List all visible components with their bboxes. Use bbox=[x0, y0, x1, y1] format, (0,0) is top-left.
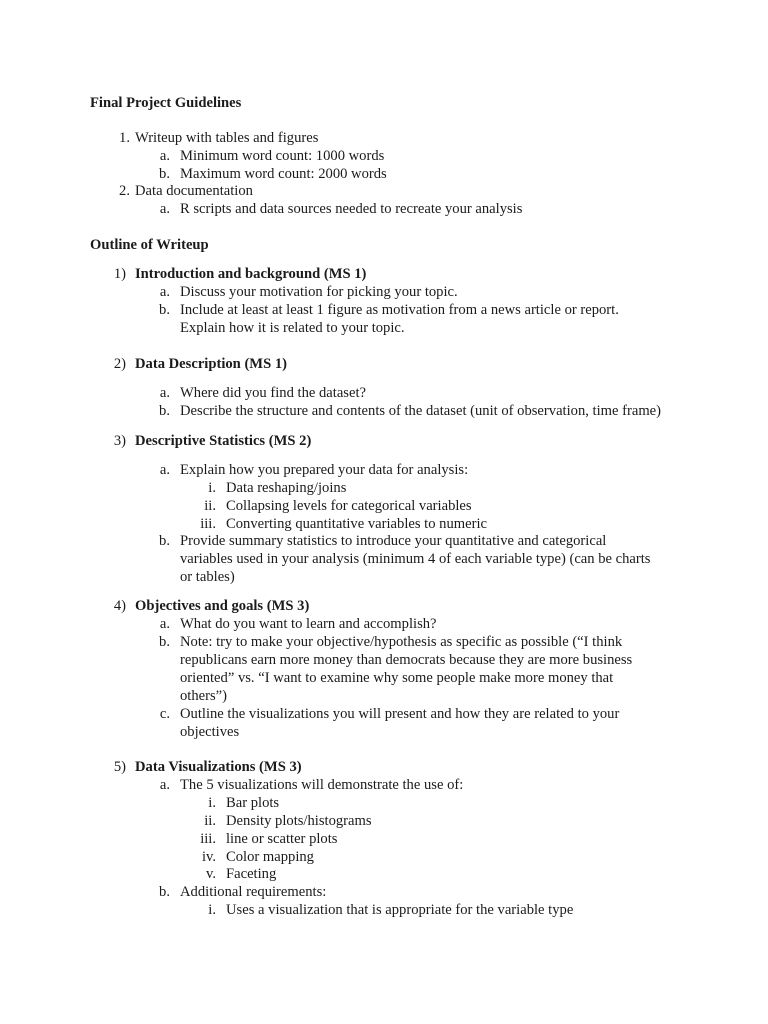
section-title: Descriptive Statistics (MS 2) bbox=[135, 433, 312, 449]
list-item: Bar plots bbox=[226, 795, 280, 811]
list-item: Additional requirements: bbox=[180, 884, 327, 900]
list-item-continued: Explain how it is related to your topic. bbox=[180, 320, 405, 336]
list-item: Explain how you prepared your data for analysis: bbox=[180, 462, 469, 478]
list-marker: b. bbox=[159, 403, 170, 419]
list-marker: b. bbox=[159, 634, 170, 650]
list-item: Collapsing levels for categorical variables bbox=[226, 498, 472, 514]
list-item: Outline the visualizations you will present and how they are related to your bbox=[180, 706, 620, 722]
list-marker: a. bbox=[159, 284, 170, 300]
list-marker: a. bbox=[159, 777, 170, 793]
list-item: Faceting bbox=[226, 866, 277, 882]
list-marker: b. bbox=[159, 166, 170, 182]
list-marker: a. bbox=[159, 616, 170, 632]
list-marker: a. bbox=[159, 462, 170, 478]
document-title: Final Project Guidelines bbox=[90, 95, 242, 111]
list-marker: iii. bbox=[200, 516, 216, 532]
list-marker: a. bbox=[159, 148, 170, 164]
list-item: Writeup with tables and figures bbox=[135, 130, 319, 146]
list-item: Maximum word count: 2000 words bbox=[180, 166, 387, 182]
list-item: Include at least at least 1 figure as motivation from a news article or report. bbox=[180, 302, 619, 318]
list-item-continued: oriented” vs. “I want to examine why some people make more money that bbox=[180, 670, 614, 686]
list-marker: a. bbox=[159, 201, 170, 217]
list-marker: ii. bbox=[204, 813, 216, 829]
list-item: Converting quantitative variables to numeric bbox=[226, 516, 487, 532]
section-title: Data Visualizations (MS 3) bbox=[135, 759, 302, 775]
section-number: 5) bbox=[113, 759, 126, 775]
section-title: Data Description (MS 1) bbox=[135, 356, 287, 372]
list-item: Note: try to make your objective/hypothesis as specific as possible (“I think bbox=[180, 634, 623, 650]
list-item: Color mapping bbox=[226, 849, 314, 865]
list-item: Provide summary statistics to introduce your quantitative and categorical bbox=[180, 533, 607, 549]
list-item: Density plots/histograms bbox=[226, 813, 372, 829]
list-marker: iv. bbox=[201, 849, 216, 865]
list-item: Discuss your motivation for picking your topic. bbox=[180, 284, 458, 300]
list-marker: a. bbox=[159, 385, 170, 401]
list-item-continued: or tables) bbox=[180, 569, 235, 585]
list-item: Data documentation bbox=[135, 183, 253, 199]
list-marker: i. bbox=[208, 795, 216, 811]
section-number: 2) bbox=[113, 356, 126, 372]
list-marker: 1. bbox=[119, 130, 130, 146]
list-item: Where did you find the dataset? bbox=[180, 385, 366, 401]
list-marker: v. bbox=[206, 866, 216, 882]
section-title: Objectives and goals (MS 3) bbox=[135, 598, 310, 614]
list-item-continued: objectives bbox=[180, 724, 240, 740]
list-marker: 2. bbox=[119, 183, 130, 199]
list-item: What do you want to learn and accomplish? bbox=[180, 616, 437, 632]
list-marker: i. bbox=[208, 902, 216, 918]
list-item-continued: others”) bbox=[180, 688, 228, 704]
list-item: Describe the structure and contents of the dataset (unit of observation, time frame) bbox=[180, 403, 662, 419]
list-marker: iii. bbox=[200, 831, 216, 847]
list-item: line or scatter plots bbox=[226, 831, 338, 847]
list-marker: c. bbox=[159, 706, 170, 722]
list-item-continued: variables used in your analysis (minimum 4 of each variable type) (can be charts bbox=[180, 551, 651, 567]
list-marker: b. bbox=[159, 533, 170, 549]
list-item: Data reshaping/joins bbox=[226, 480, 347, 496]
section-number: 4) bbox=[113, 598, 126, 614]
section-title: Introduction and background (MS 1) bbox=[135, 266, 367, 282]
list-item: Uses a visualization that is appropriate for the variable type bbox=[226, 902, 574, 918]
list-marker: i. bbox=[208, 480, 216, 496]
list-item-continued: republicans earn more money than democrats because they are more business bbox=[180, 652, 633, 668]
list-marker: ii. bbox=[204, 498, 216, 514]
section-number: 1) bbox=[113, 266, 126, 282]
list-item: Minimum word count: 1000 words bbox=[180, 148, 385, 164]
list-marker: b. bbox=[159, 302, 170, 318]
list-marker: b. bbox=[159, 884, 170, 900]
section-heading: Outline of Writeup bbox=[90, 237, 209, 253]
list-item: The 5 visualizations will demonstrate the use of: bbox=[180, 777, 464, 793]
section-number: 3) bbox=[113, 433, 126, 449]
list-item: R scripts and data sources needed to recreate your analysis bbox=[180, 201, 523, 217]
